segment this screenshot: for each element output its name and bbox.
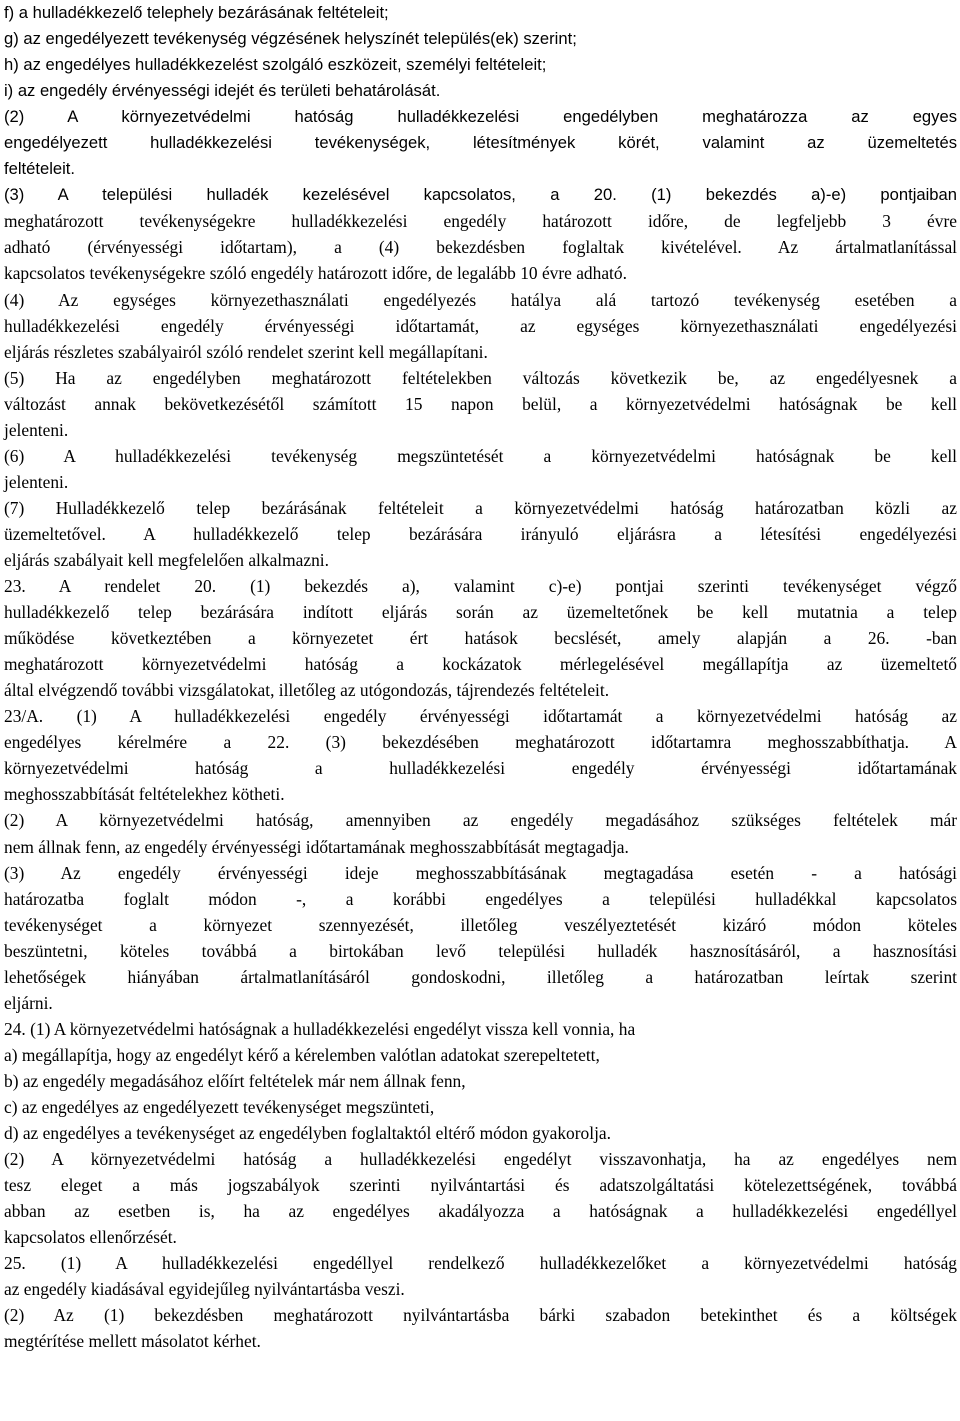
text-line: (2) A környezetvédelmi hatóság hulladékkezelési engedélyben meghatározza az egyes [4, 107, 957, 127]
text-line: üzemeltetővel. A hulladékkezelő telep bezárására irányuló eljárásra a létesítési engedélyezési [4, 523, 957, 544]
text-line: határozatba foglalt módon -, a korábbi engedélyes a települési hulladékkal kapcsolatos [4, 888, 957, 909]
text-line: jelenteni. [4, 419, 69, 440]
text-line: c) az engedélyes az engedélyezett tevékenységet megszünteti, [4, 1096, 435, 1117]
text-line: abban az esetben is, ha az engedélyes akadályozza a hatóságnak a hulladékkezelési engedéllyel [4, 1201, 957, 1222]
text-line: b) az engedély megadásához előírt feltételek már nem állnak fenn, [4, 1070, 466, 1091]
text-line: változást annak bekövetkezésétől számított 15 napon belül, a környezetvédelmi hatóságnak be kell [4, 393, 957, 414]
text-line: a) megállapítja, hogy az engedélyt kérő a kérelemben valótlan adatokat szerepeltetett, [4, 1044, 600, 1065]
text-line: (4) Az egységes környezethasználati engedélyezés hatálya alá tartozó tevékenység esetében a [4, 289, 957, 310]
text-line: kapcsolatos ellenőrzését. [4, 1227, 177, 1248]
text-line: (2) A környezetvédelmi hatóság, amennyiben az engedély megadásához szükséges feltételek már [4, 810, 957, 831]
text-line: tevékenységet a környezet szennyezését, illetőleg veszélyeztetését kizáró módon köteles [4, 914, 957, 935]
text-line: f) a hulladékkezelő telephely bezárásának feltételeit; [4, 3, 389, 22]
text-line: meghatározott környezetvédelmi hatóság a kockázatok mérlegelésével megállapítja az üzemeltető [4, 654, 957, 675]
text-line: 23/A. (1) A hulladékkezelési engedély érvényességi időtartamát a környezetvédelmi hatóság az [4, 706, 957, 727]
text-line: (3) A települési hulladék kezelésével kapcsolatos, a 20. (1) bekezdés a)-e) pontjaiban [4, 185, 957, 205]
text-line: hulladékkezelési engedély érvényességi időtartamát, az egységes környezethasználati engedélyezési [4, 315, 957, 336]
text-line: 24. (1) A környezetvédelmi hatóságnak a hulladékkezelési engedélyt vissza kell vonnia, ha [4, 1018, 636, 1039]
text-line: (3) Az engedély érvényességi ideje meghosszabbításának megtagadása esetén - a hatósági [4, 862, 957, 883]
text-line: (6) A hulladékkezelési tevékenység megszüntetését a környezetvédelmi hatóságnak be kell [4, 445, 957, 466]
text-line: meghatározott tevékenységekre hulladékkezelési engedély határozott időre, de legfeljebb 3 évre [4, 211, 957, 232]
text-line: által elvégzendő további vizsgálatokat, illetőleg az utógondozás, tájrendezés feltételeit. [4, 680, 610, 701]
text-line: (7) Hulladékkezelő telep bezárásának feltételeit a környezetvédelmi hatóság határozatban közli az [4, 497, 957, 518]
text-line: hulladékkezelő telep bezárására indított eljárás során az üzemeltetőnek be kell mutatnia a telep [4, 602, 957, 623]
text-line: működése következtében a környezetet ért hatások becslését, amely alapján a 26. -ban [4, 628, 957, 649]
text-line: jelenteni. [4, 471, 69, 492]
text-line: engedélyes kérelmére a 22. (3) bekezdésében meghatározott időtartamra meghosszabbíthatja. A [4, 732, 957, 753]
text-line: kapcsolatos tevékenységekre szóló engedély határozott időre, de legalább 10 évre adható. [4, 263, 627, 284]
text-line: megtérítése mellett másolatot kérhet. [4, 1331, 261, 1352]
text-line: eljárás részletes szabályairól szóló rendelet szerint kell megállapítani. [4, 341, 488, 362]
text-line: feltételeit. [4, 159, 76, 179]
text-line: környezetvédelmi hatóság a hulladékkezelési engedély érvényességi időtartamának [4, 758, 957, 779]
document-page [4, 0, 957, 1354]
text-line: h) az engedélyes hulladékkezelést szolgáló eszközeit, személyi feltételeit; [4, 55, 547, 75]
text-line: eljárni. [4, 992, 53, 1013]
text-line: (5) Ha az engedélyben meghatározott feltételekben változás következik be, az engedélyesnek a [4, 367, 957, 388]
text-line: 23. A rendelet 20. (1) bekezdés a), valamint c)-e) pontjai szerinti tevékenységet végző [4, 576, 957, 597]
text-line: meghosszabbítását feltételekhez kötheti. [4, 784, 285, 805]
text-line: engedélyezett hulladékkezelési tevékenységek, létesítmények körét, valamint az üzemeltetés [4, 133, 957, 153]
text-line: d) az engedélyes a tevékenységet az engedélyben foglaltaktól eltérő módon gyakorolja. [4, 1123, 611, 1144]
text-line: adható (érvényességi időtartam), a (4) bekezdésben foglaltak kivételével. Az ártalmatlanítással [4, 237, 957, 258]
text-line: (2) A környezetvédelmi hatóság a hulladékkezelési engedélyt visszavonhatja, ha az engedélyes nem [4, 1149, 957, 1170]
text-line: lehetőségek hiányában ártalmatlanításáról gondoskodni, illetőleg a határozatban leírtak szerint [4, 966, 957, 987]
text-line: 25. (1) A hulladékkezelési engedéllyel rendelkező hulladékkezelőket a környezetvédelmi hatóság [4, 1253, 957, 1274]
text-line: g) az engedélyezett tevékenység végzésének helyszínét település(ek) szerint; [4, 29, 577, 49]
text-line: beszüntetni, köteles továbbá a birtokában levő települési hulladék hasznosításáról, a hasznosítási [4, 940, 957, 961]
text-line: az engedély kiadásával egyidejűleg nyilvántartásba veszi. [4, 1279, 405, 1300]
text-line: (2) Az (1) bekezdésben meghatározott nyilvántartásba bárki szabadon betekinthet és a költségek [4, 1305, 957, 1326]
text-line: nem állnak fenn, az engedély érvényességi időtartamának meghosszabbítását megtagadja. [4, 836, 629, 857]
text-line: tesz eleget a más jogszabályok szerinti nyilvántartási és adatszolgáltatási kötelezettségének, továbbá [4, 1175, 957, 1196]
text-line: eljárás szabályait kell megfelelően alkalmazni. [4, 549, 329, 570]
text-line: i) az engedély érvényességi idejét és területi behatárolását. [4, 81, 441, 101]
